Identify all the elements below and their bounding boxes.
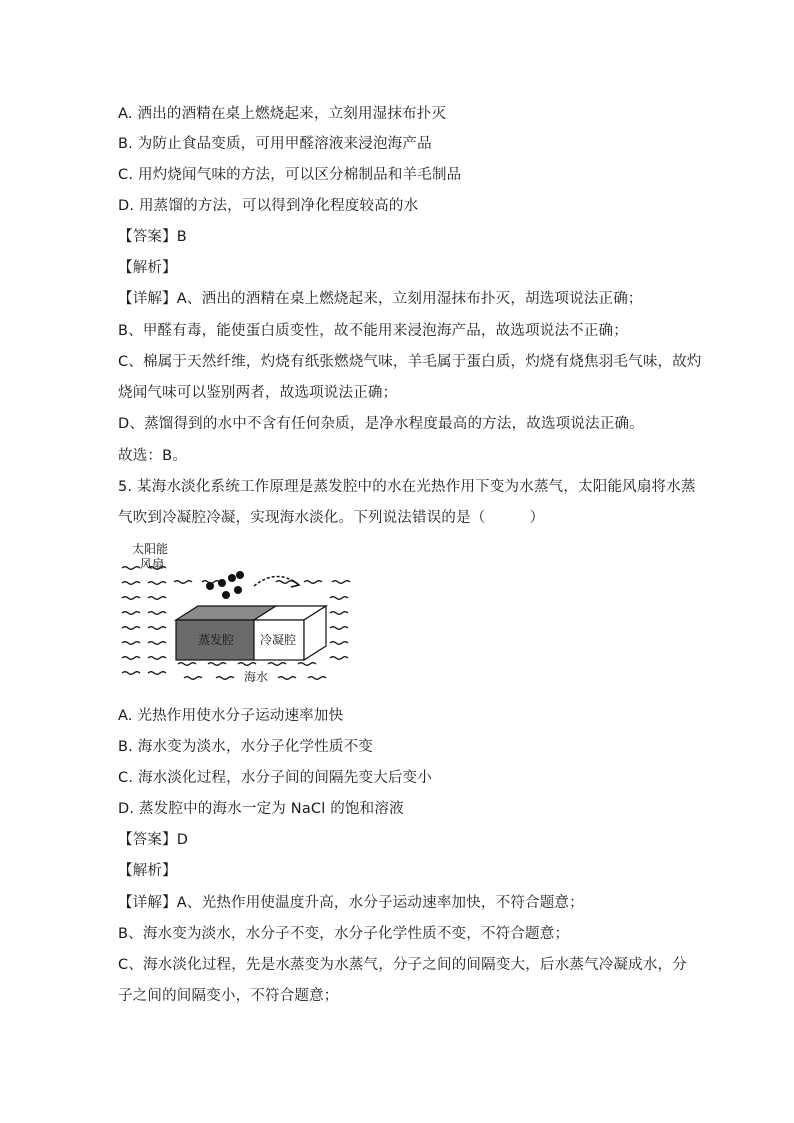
q5-detail-line: 【详解】A、光热作用使温度升高，水分子运动速率加快，不符合题意； [118, 895, 584, 911]
q4-option-c: C. 用灼烧闻气味的方法，可以区分棉制品和羊毛制品 [118, 167, 462, 183]
q5-answer: 【答案】D [118, 832, 189, 848]
q4-option-a: A. 洒出的酒精在桌上燃烧起来，立刻用湿抹布扑灭 [118, 106, 447, 122]
q4-detail-line: C、棉属于天然纤维，灼烧有纸张燃烧气味，羊毛属于蛋白质，灼烧有烧焦羽毛气味，故灼 [118, 354, 702, 370]
q4-detail-line: D、蒸馏得到的水中不含有任何杂质，是净水程度最高的方法，故选项说法正确。 [118, 416, 644, 432]
q4-option-b: B. 为防止食品变质，可用甲醛溶液来浸泡海产品 [118, 136, 432, 152]
q5-option-c: C. 海水淡化过程，水分子间的间隔先变大后变小 [118, 770, 432, 786]
q5-option-a: A. 光热作用使水分子运动速率加快 [118, 708, 344, 724]
desalination-diagram [118, 540, 363, 690]
fan-label: 太阳能 [132, 542, 169, 556]
q5-detail-line: B、海水变为淡水，水分子不变，水分子化学性质不变，不符合题意； [118, 926, 570, 942]
evaporator-label: 蒸发腔 [198, 633, 235, 647]
q4-option-d: D. 用蒸馏的方法，可以得到净化程度较高的水 [118, 198, 419, 214]
q5-stem-line: 5. 某海水淡化系统工作原理是蒸发腔中的水在光热作用下变为水蒸气，太阳能风扇将水蒸 [118, 479, 696, 495]
q4-detail-line: B、甲醛有毒，能使蛋白质变性，故不能用来浸泡海产品，故选项说法不正确； [118, 323, 628, 339]
q4-detail-line: 烧闻气味可以鉴别两者，故选项说法正确； [118, 385, 398, 401]
condenser-label: 冷凝腔 [260, 633, 297, 647]
q5-option-b: B. 海水变为淡水，水分子化学性质不变 [118, 739, 373, 755]
q5-stem-line: 气吹到冷凝腔冷凝，实现海水淡化。下列说法错误的是（ ） [118, 510, 545, 526]
sea-label: 海水 [244, 670, 269, 684]
q4-analysis-title: 【解析】 [118, 260, 177, 276]
q4-answer: 【答案】B [118, 229, 187, 245]
sea-waves-right [330, 597, 348, 660]
q5-detail-line: 子之间的间隔变小，不符合题意； [118, 988, 339, 1004]
sea-waves-top [174, 581, 350, 584]
q4-conclusion: 故选：B。 [118, 448, 187, 464]
q5-analysis-title: 【解析】 [118, 863, 177, 879]
vapor-particles [206, 571, 244, 599]
q5-option-d: D. 蒸发腔中的海水一定为 NaCl 的饱和溶液 [118, 801, 404, 817]
q4-detail-line: 【详解】A、洒出的酒精在桌上燃烧起来，立刻用湿抹布扑灭，胡选项说法正确； [118, 291, 643, 307]
sea-waves-left [122, 567, 166, 675]
fan-label: 风扇 [140, 557, 165, 571]
q5-detail-line: C、海水淡化过程，先是水蒸变为水蒸气，分子之间的间隔变大，后水蒸气冷凝成水，分 [118, 957, 687, 973]
